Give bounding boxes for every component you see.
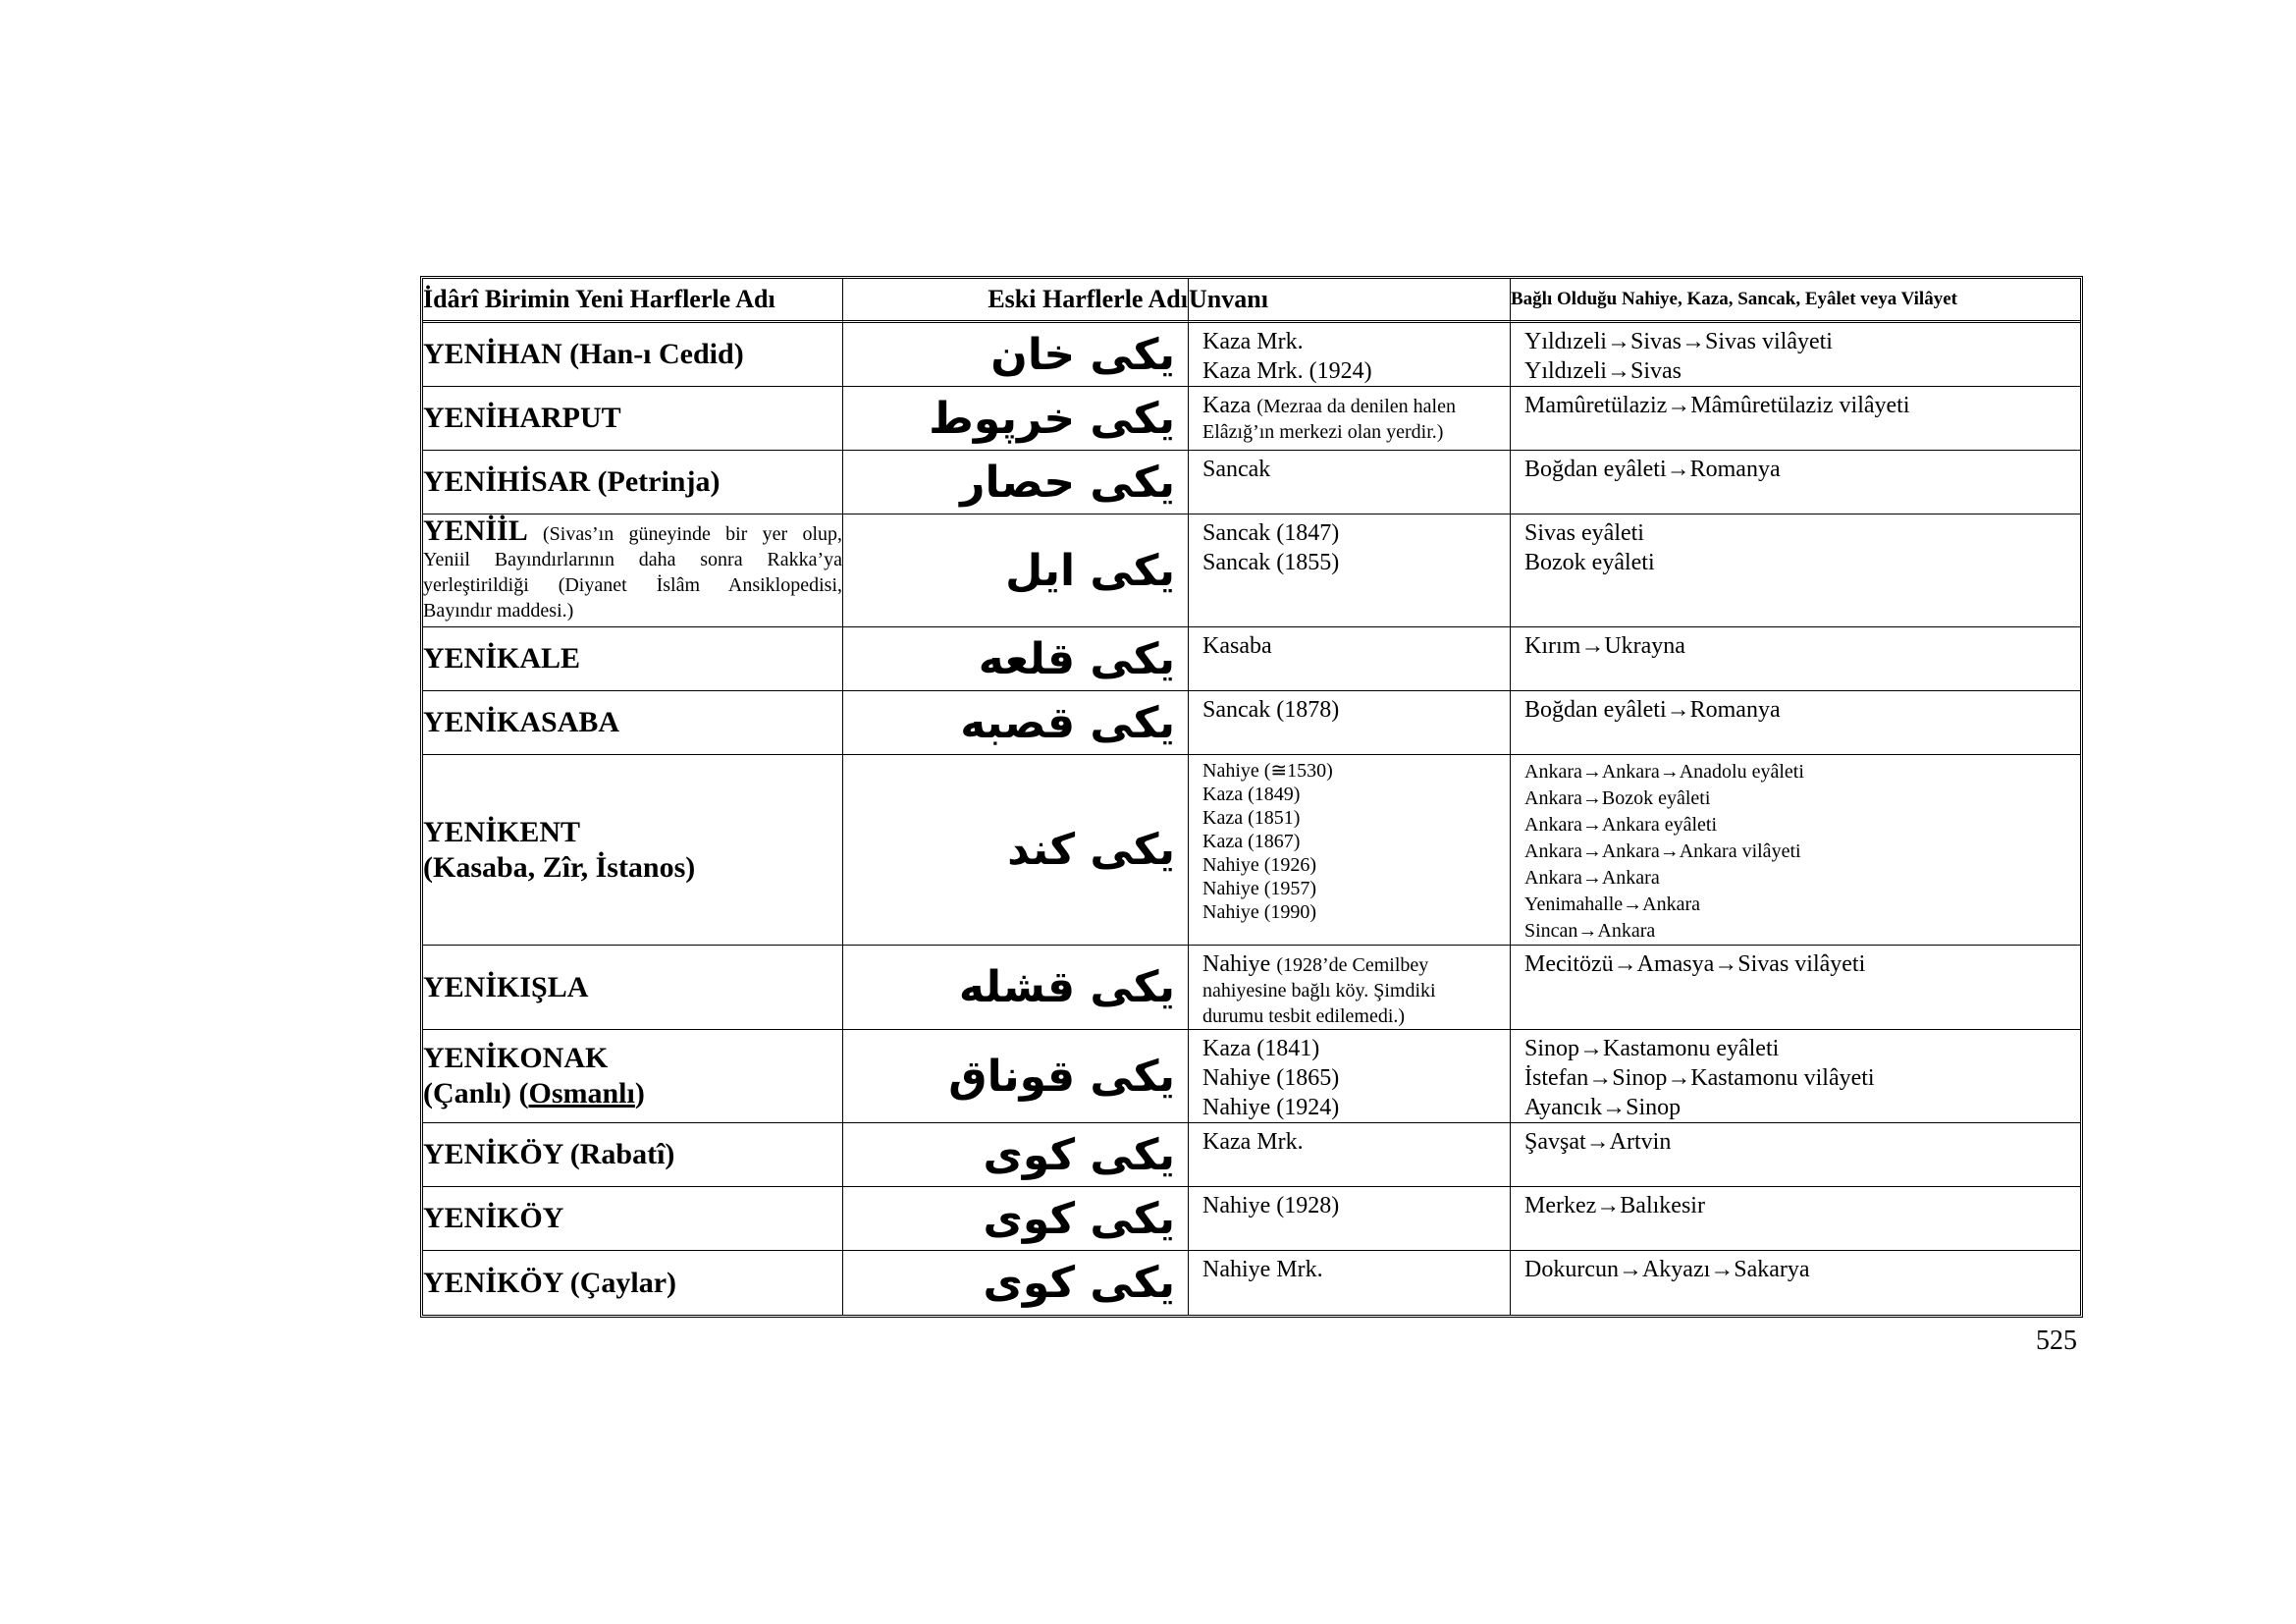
- unit-title-cell: [1189, 1030, 1511, 1123]
- unit-affiliation: Ankara→Ankara: [1524, 867, 1660, 889]
- unit-affiliation: Sinop→Kastamonu eyâleti: [1524, 1036, 1780, 1061]
- unit-old-script-name: یکی کوی: [843, 1187, 1189, 1251]
- unit-title-note: (1928’de Cemilbey: [1276, 954, 1429, 976]
- unit-name-cell: [423, 755, 843, 946]
- table-row: [423, 323, 2080, 387]
- table-row: [423, 691, 2080, 755]
- unit-title: Kaza (1849): [1202, 784, 1301, 805]
- unit-affiliation: Yıldızeli→Sivas: [1524, 358, 1682, 384]
- unit-old-script-name: یکی حصار: [843, 451, 1189, 514]
- unit-name: YENİKIŞLA: [423, 946, 843, 1030]
- table-row: [423, 946, 2080, 1030]
- unit-name-cell: [423, 514, 843, 627]
- unit-affiliation-cell: [1511, 691, 2080, 755]
- unit-title-cell: [1189, 323, 1511, 387]
- header-title: Unvanı: [1189, 279, 1511, 323]
- document-table-region: [420, 276, 2077, 1318]
- unit-name: YENİHAN (Han-ı Cedid): [423, 323, 843, 387]
- unit-affiliation-cell: [1511, 1123, 2080, 1187]
- unit-affiliation-cell: [1511, 451, 2080, 514]
- unit-affiliation: Ankara→Ankara→Ankara vilâyeti: [1524, 840, 1801, 862]
- unit-affiliation-cell: [1511, 1030, 2080, 1123]
- table-row: [423, 627, 2080, 691]
- unit-affiliation-cell: [1511, 946, 2080, 1030]
- unit-affiliation: Yıldızeli→Sivas→Sivas vilâyeti: [1524, 329, 1833, 354]
- unit-name: YENİKÖY (Çaylar): [423, 1251, 843, 1315]
- page-number: 525: [2036, 1326, 2077, 1356]
- unit-affiliation: Sivas eyâleti: [1524, 520, 1644, 546]
- unit-title: Nahiye (1990): [1202, 901, 1317, 923]
- unit-affiliation-cell: [1511, 514, 2080, 627]
- table-row: [423, 1187, 2080, 1251]
- unit-affiliation-cell: [1511, 323, 2080, 387]
- unit-name: YENİKALE: [423, 627, 843, 691]
- unit-affiliation-cell: [1511, 1251, 2080, 1315]
- unit-name: YENİİL: [423, 514, 528, 547]
- header-old-name: Eski Harflerle Adı: [843, 279, 1189, 323]
- unit-title-cell: [1189, 691, 1511, 755]
- unit-old-script-name: یکی قلعه: [843, 627, 1189, 691]
- unit-name: YENİKASABA: [423, 691, 843, 755]
- table-row: [423, 451, 2080, 514]
- unit-affiliation-cell: [1511, 387, 2080, 451]
- unit-title: Sancak (1855): [1202, 550, 1340, 575]
- unit-title-cell: [1189, 1123, 1511, 1187]
- unit-old-script-name: یکی ایل: [843, 514, 1189, 627]
- table-row: [423, 1030, 2080, 1123]
- unit-title-cell: [1189, 451, 1511, 514]
- unit-title: Nahiye (≅1530): [1202, 760, 1333, 782]
- unit-affiliation: Şavşat→Artvin: [1524, 1129, 1672, 1155]
- unit-title: Kaza Mrk.: [1202, 1129, 1304, 1155]
- unit-old-script-name: یکی قوناق: [843, 1030, 1189, 1123]
- unit-title: Sancak: [1202, 457, 1271, 482]
- unit-title-cell: [1189, 627, 1511, 691]
- unit-affiliation: Mecitözü→Amasya→Sivas vilâyeti: [1524, 951, 1866, 977]
- unit-affiliation: Merkez→Balıkesir: [1524, 1193, 1705, 1218]
- unit-name: YENİKENT: [423, 815, 581, 848]
- header-affiliation: Bağlı Olduğu Nahiye, Kaza, Sancak, Eyâlet veya Vilâyet: [1511, 279, 2080, 323]
- unit-title: Nahiye (1865): [1202, 1065, 1340, 1091]
- unit-name-alt: (Çanlı) (Osmanlı): [423, 1077, 645, 1110]
- unit-name: YENİKÖY: [423, 1187, 843, 1251]
- table-row: [423, 1123, 2080, 1187]
- unit-old-script-name: یکی کند: [843, 755, 1189, 946]
- unit-title: Nahiye (1928): [1202, 1193, 1340, 1218]
- unit-title-note: Elâzığ’ın merkezi olan yerdir.): [1202, 421, 1444, 443]
- unit-title: Kaza (1851): [1202, 807, 1301, 829]
- unit-affiliation: Boğdan eyâleti→Romanya: [1524, 457, 1781, 482]
- unit-old-script-name: یکی خان: [843, 323, 1189, 387]
- table-row: [423, 1251, 2080, 1315]
- unit-title: Kaza Mrk. (1924): [1202, 358, 1372, 384]
- unit-title-cell: [1189, 387, 1511, 451]
- unit-affiliation: Sincan→Ankara: [1524, 920, 1656, 942]
- unit-name-cell: [423, 1030, 843, 1123]
- unit-title: Kaza Mrk.: [1202, 329, 1304, 354]
- unit-name-underlined: Osmanlı: [528, 1077, 635, 1110]
- unit-affiliation: Ayancık→Sinop: [1524, 1095, 1682, 1120]
- unit-name-alt: (Kasaba, Zîr, İstanos): [423, 850, 696, 884]
- unit-affiliation: Bozok eyâleti: [1524, 550, 1655, 575]
- unit-old-script-name: یکی قصبه: [843, 691, 1189, 755]
- unit-old-script-name: یکی کوی: [843, 1123, 1189, 1187]
- unit-title-note: durumu tesbit edilemedi.): [1202, 1004, 1406, 1027]
- unit-title-cell: [1189, 946, 1511, 1030]
- unit-affiliation: Dokurcun→Akyazı→Sakarya: [1524, 1257, 1810, 1282]
- unit-title-cell: [1189, 1251, 1511, 1315]
- unit-affiliation-cell: [1511, 1187, 2080, 1251]
- table-row: [423, 387, 2080, 451]
- unit-affiliation: Ankara→Ankara→Anadolu eyâleti: [1524, 761, 1804, 783]
- unit-name: YENİKONAK: [423, 1042, 609, 1074]
- table-row: [423, 514, 2080, 627]
- header-new-name: İdârî Birimin Yeni Harflerle Adı: [423, 279, 843, 323]
- unit-title: Nahiye: [1202, 951, 1271, 977]
- unit-old-script-name: یکی کوی: [843, 1251, 1189, 1315]
- unit-title: Nahiye (1926): [1202, 854, 1317, 876]
- unit-title: Kaza (1867): [1202, 831, 1301, 852]
- unit-title: Nahiye Mrk.: [1202, 1257, 1323, 1282]
- unit-name: YENİHARPUT: [423, 387, 843, 451]
- unit-affiliation: Kırım→Ukrayna: [1524, 633, 1685, 659]
- unit-affiliation: Mamûretülaziz→Mâmûretülaziz vilâyeti: [1524, 393, 1910, 418]
- unit-title: Sancak (1847): [1202, 520, 1340, 546]
- unit-title-cell: [1189, 514, 1511, 627]
- unit-old-script-name: یکی خرپوط: [843, 387, 1189, 451]
- admin-units-table: [420, 276, 2083, 1318]
- unit-title-note: nahiyesine bağlı köy. Şimdiki: [1202, 980, 1436, 1001]
- table-row: [423, 755, 2080, 946]
- unit-title: Kaza: [1202, 393, 1252, 418]
- unit-name-note: (Sivas’ın güneyinde bir yer olup, Yeniil Bayındırlarının daha sonra Rakka’ya yerleştirildiği (Diyanet İslâm Ansiklopedisi, Bayındır maddesi.): [423, 522, 843, 622]
- unit-title: Kaza (1841): [1202, 1036, 1320, 1061]
- unit-title-note: (Mezraa da denilen halen: [1256, 396, 1456, 417]
- unit-title: Kasaba: [1202, 633, 1272, 659]
- unit-title: Sancak (1878): [1202, 697, 1340, 723]
- unit-affiliation: Ankara→Ankara eyâleti: [1524, 814, 1718, 836]
- unit-title-cell: [1189, 1187, 1511, 1251]
- unit-affiliation: Yenimahalle→Ankara: [1524, 893, 1701, 915]
- unit-title: Nahiye (1957): [1202, 878, 1317, 899]
- unit-affiliation: Boğdan eyâleti→Romanya: [1524, 697, 1781, 723]
- unit-name: YENİHİSAR (Petrinja): [423, 451, 843, 514]
- unit-affiliation-cell: [1511, 627, 2080, 691]
- unit-old-script-name: یکی قشله: [843, 946, 1189, 1030]
- unit-affiliation: İstefan→Sinop→Kastamonu vilâyeti: [1524, 1065, 1875, 1091]
- unit-title-cell: [1189, 755, 1511, 946]
- table-header-row: [423, 279, 2080, 323]
- unit-name: YENİKÖY (Rabatî): [423, 1123, 843, 1187]
- unit-title: Nahiye (1924): [1202, 1095, 1340, 1120]
- unit-affiliation-cell: [1511, 755, 2080, 946]
- unit-affiliation: Ankara→Bozok eyâleti: [1524, 787, 1711, 809]
